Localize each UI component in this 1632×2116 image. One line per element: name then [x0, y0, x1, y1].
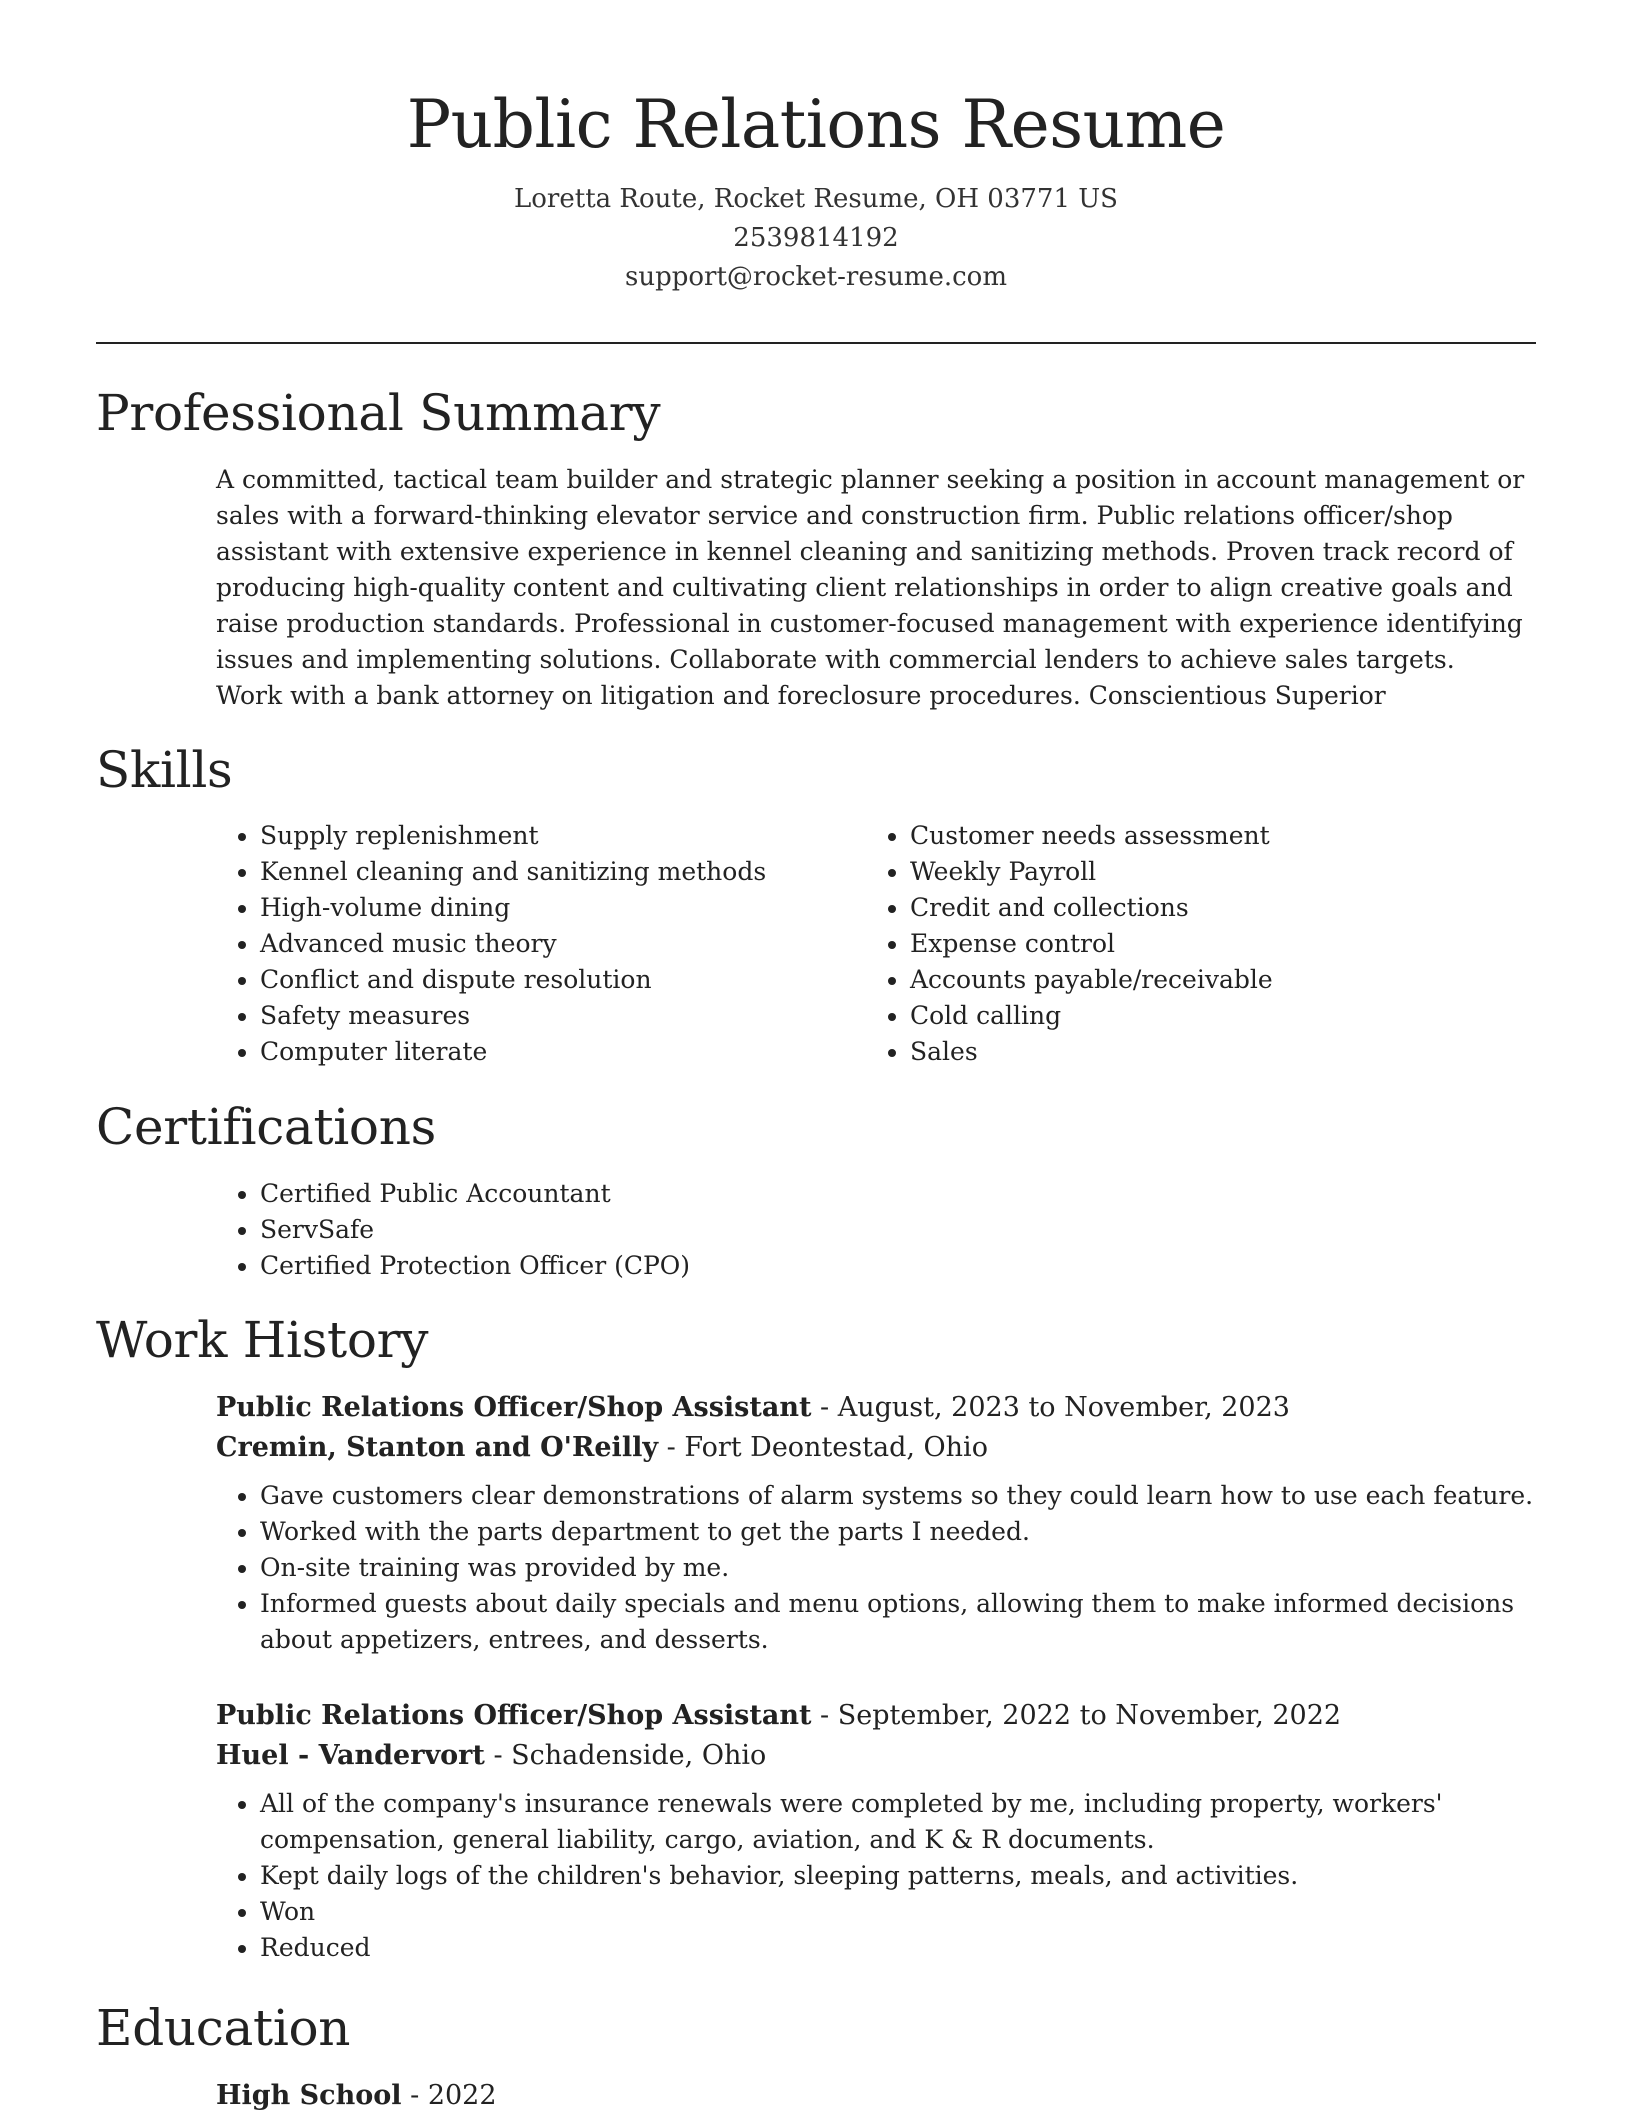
- job-dates: August, 2023 to November, 2023: [837, 1392, 1290, 1423]
- job-title: Public Relations Officer/Shop Assistant: [216, 1700, 812, 1731]
- list-item: • Reduced: [260, 1930, 1536, 1966]
- skills-column-right: [866, 818, 1486, 1070]
- section-title-work-history: Work History: [96, 1311, 429, 1369]
- resume-title: Public Relations Resume: [406, 86, 1226, 163]
- list-item: • Worked with the parts department to get the parts I needed.: [260, 1514, 1536, 1550]
- list-item: • Weekly Payroll: [910, 854, 1486, 890]
- job-location: Schadenside, Ohio: [511, 1740, 767, 1771]
- separator: -: [484, 1740, 512, 1771]
- list-item: • Expense control: [910, 926, 1486, 962]
- education-school: High School: [216, 2080, 402, 2111]
- education-entry: [216, 2076, 497, 2116]
- job-duties-list: [216, 1478, 1536, 1658]
- education-year: 2022: [427, 2080, 497, 2111]
- section-title-skills: Skills: [96, 741, 233, 799]
- list-item: • Supply replenishment: [260, 818, 836, 854]
- list-item: • Sales: [910, 1034, 1486, 1070]
- list-item: • Credit and collections: [910, 890, 1486, 926]
- list-item: • Gave customers clear demonstrations of alarm systems so they could learn how to use each feature.: [260, 1478, 1536, 1514]
- section-title-summary: Professional Summary: [96, 384, 661, 442]
- company-name: Cremin, Stanton and O'Reilly: [216, 1432, 659, 1463]
- list-item: • High-volume dining: [260, 890, 836, 926]
- contact-address: Loretta Route, Rocket Resume, OH 03771 US: [514, 184, 1118, 214]
- work-entry: [216, 1696, 1536, 1966]
- list-item: • Informed guests about daily specials and menu options, allowing them to make informed decisions about appetizers, entrees, and desserts.: [260, 1586, 1536, 1658]
- contact-email: support@rocket-resume.com: [624, 262, 1007, 292]
- list-item: • Kennel cleaning and sanitizing methods: [260, 854, 836, 890]
- skills-list-left: [216, 818, 836, 1070]
- job-heading: [216, 1388, 1536, 1428]
- company-name: Huel - Vandervort: [216, 1740, 485, 1771]
- certifications-bullets: [216, 1176, 1516, 1284]
- skills-list-right: [866, 818, 1486, 1070]
- separator: -: [811, 1392, 838, 1423]
- separator: -: [658, 1432, 685, 1463]
- list-item: • Certified Protection Officer (CPO): [260, 1248, 1516, 1284]
- section-title-certifications: Certifications: [96, 1098, 436, 1156]
- list-item: • Accounts payable/receivable: [910, 962, 1486, 998]
- list-item: • Customer needs assessment: [910, 818, 1486, 854]
- list-item: • Kept daily logs of the children's behavior, sleeping patterns, meals, and activities.: [260, 1858, 1536, 1894]
- certifications-list: [216, 1176, 1516, 1284]
- professional-summary-text: A committed, tactical team builder and strategic planner seeking a position in account management or sales with a forward-thinking elevator service and construction firm. Public relations officer/shop assistant with extensive experience in kennel cleaning and sanitizing methods. Proven track record of producing high-quality content and cultivating client relationships in order to align creative goals and raise production standards. Professional in customer-focused management with experience identifying issues and implementing solutions. Collaborate with commercial lenders to achieve sales targets. Work with a bank attorney on litigation and foreclosure procedures. Conscientious Superior: [216, 465, 1525, 710]
- job-dates: September, 2022 to November, 2022: [837, 1700, 1342, 1731]
- list-item: • Computer literate: [260, 1034, 836, 1070]
- separator: -: [401, 2080, 428, 2111]
- job-employer: [216, 1736, 1536, 1776]
- work-entry: [216, 1388, 1536, 1658]
- contact-phone: 2539814192: [733, 223, 899, 253]
- job-title: Public Relations Officer/Shop Assistant: [216, 1392, 812, 1423]
- job-location: Fort Deontestad, Ohio: [684, 1432, 988, 1463]
- list-item: • Won: [260, 1894, 1536, 1930]
- resume-header: [96, 80, 1536, 297]
- list-item: • Certified Public Accountant: [260, 1176, 1516, 1212]
- list-item: • Advanced music theory: [260, 926, 836, 962]
- list-item: • Conflict and dispute resolution: [260, 962, 836, 998]
- job-employer: [216, 1428, 1536, 1468]
- job-duties-list: [216, 1786, 1536, 1966]
- list-item: • On-site training was provided by me.: [260, 1550, 1536, 1586]
- list-item: • ServSafe: [260, 1212, 1516, 1248]
- list-item: • Safety measures: [260, 998, 836, 1034]
- job-heading: [216, 1696, 1536, 1736]
- list-item: • All of the company's insurance renewals were completed by me, including property, workers' compensation, general liability, cargo, aviation, and K & R documents.: [260, 1786, 1536, 1858]
- skills-column-left: [216, 818, 836, 1070]
- section-title-education: Education: [96, 1999, 351, 2057]
- list-item: • Cold calling: [910, 998, 1486, 1034]
- separator: -: [811, 1700, 838, 1731]
- header-divider: [96, 342, 1536, 344]
